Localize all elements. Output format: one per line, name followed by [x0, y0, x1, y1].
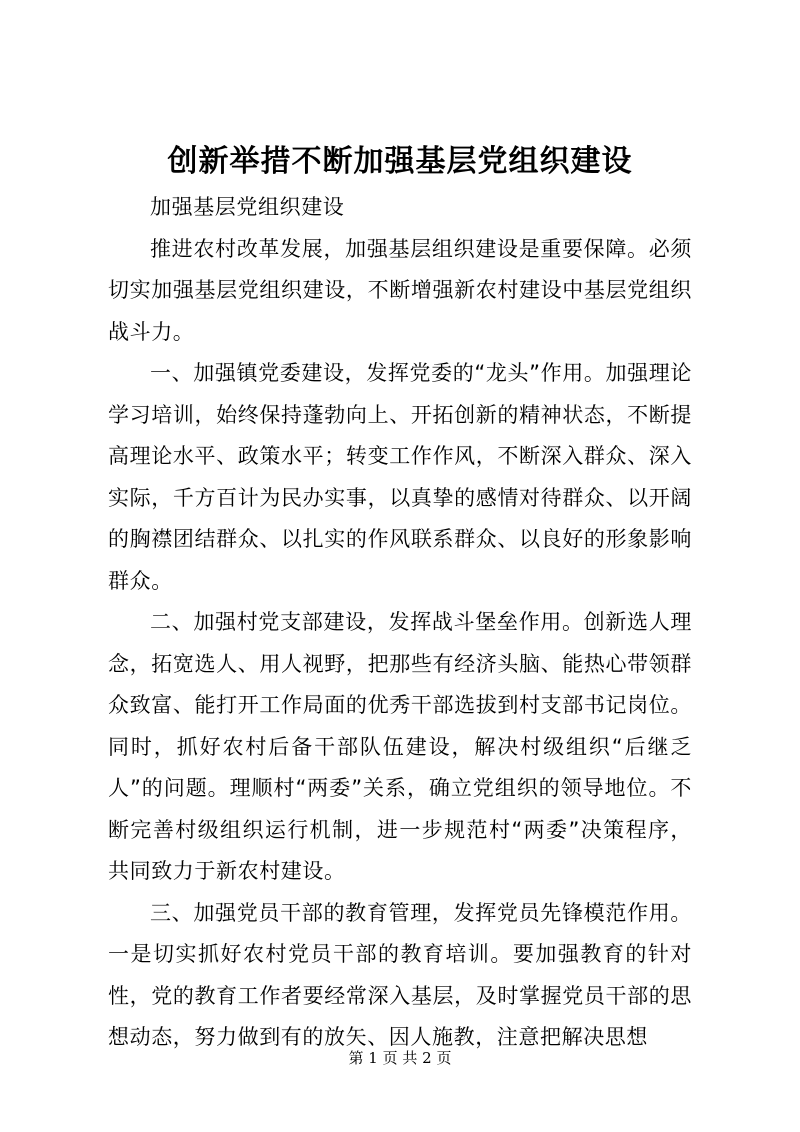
- document-body: [108, 187, 692, 1059]
- section-two-paragraph: 二、加强村党支部建设，发挥战斗堡垒作用。创新选人理念，拓宽选人、用人视野，把那些有经济头脑、能热心带领群众致富、能打开工作局面的优秀干部选拔到村支部书记岗位。同时，抓好农村后备干部队伍建设，解决村级组织“后继乏人”的问题。理顺村“两委”关系，确立党组织的领导地位。不断完善村级组织运行机制，进一步规范村“两委”决策程序，共同致力于新农村建设。: [108, 610, 692, 883]
- subtitle-paragraph: 加强基层党组织建设: [150, 195, 345, 219]
- section-three-paragraph: 三、加强党员干部的教育管理，发挥党员先锋模范作用。一是切实抓好农村党员干部的教育培训。要加强教育的针对性，党的教育工作者要经常深入基层，及时掌握党员干部的思想动态，努力做到有的放矢、因人施教，注意把解决思想: [108, 900, 692, 1049]
- document-title: 创新举措不断加强基层党组织建设: [167, 144, 633, 179]
- section-one-paragraph: 一、加强镇党委建设，发挥党委的“龙头”作用。加强理论学习培训，始终保持蓬勃向上、开拓创新的精神状态，不断提高理论水平、政策水平；转变工作作风，不断深入群众、深入实际，千方百计为民办实事，以真挚的感情对待群众、以开阔的胸襟团结群众、以扎实的作风联系群众、以良好的形象影响群众。: [108, 361, 692, 593]
- page-footer: 第 1 页 共 2 页: [348, 1049, 452, 1067]
- intro-paragraph: 推进农村改革发展，加强基层组织建设是重要保障。必须切实加强基层党组织建设，不断增强新农村建设中基层党组织战斗力。: [108, 236, 692, 344]
